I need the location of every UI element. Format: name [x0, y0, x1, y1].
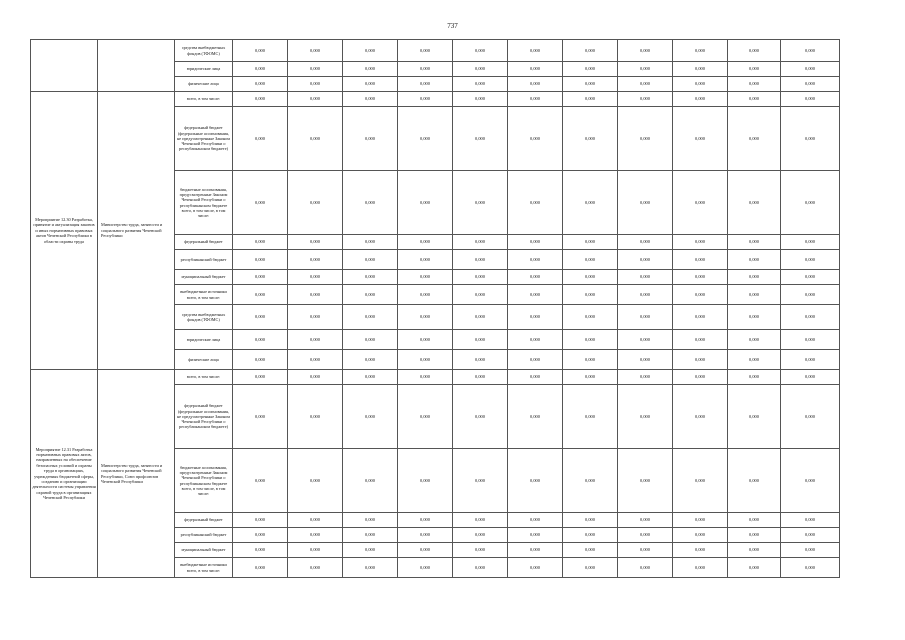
funding-source: республиканский бюджет — [175, 528, 233, 543]
value-cell: 0,000 — [288, 92, 343, 107]
value-cell: 0,000 — [343, 250, 398, 270]
funding-source: внебюджетные источники всего, в том числе: — [175, 285, 233, 305]
value-cell: 0,000 — [673, 171, 728, 235]
value-cell: 0,000 — [563, 330, 618, 350]
value-cell: 0,000 — [343, 285, 398, 305]
value-cell: 0,000 — [673, 330, 728, 350]
value-cell: 0,000 — [781, 350, 840, 370]
value-cell: 0,000 — [233, 270, 288, 285]
value-cell: 0,000 — [781, 528, 840, 543]
value-cell: 0,000 — [398, 171, 453, 235]
value-cell: 0,000 — [343, 449, 398, 513]
value-cell: 0,000 — [398, 235, 453, 250]
value-cell: 0,000 — [343, 305, 398, 330]
value-cell: 0,000 — [453, 449, 508, 513]
value-cell: 0,000 — [288, 543, 343, 558]
value-cell: 0,000 — [563, 385, 618, 449]
value-cell: 0,000 — [233, 370, 288, 385]
value-cell: 0,000 — [233, 305, 288, 330]
value-cell: 0,000 — [618, 528, 673, 543]
value-cell: 0,000 — [728, 350, 781, 370]
value-cell: 0,000 — [563, 350, 618, 370]
value-cell: 0,000 — [563, 107, 618, 171]
value-cell: 0,000 — [398, 543, 453, 558]
value-cell: 0,000 — [728, 40, 781, 62]
value-cell: 0,000 — [508, 235, 563, 250]
value-cell: 0,000 — [398, 77, 453, 92]
value-cell: 0,000 — [508, 270, 563, 285]
value-cell: 0,000 — [343, 40, 398, 62]
value-cell: 0,000 — [288, 513, 343, 528]
value-cell: 0,000 — [233, 543, 288, 558]
value-cell: 0,000 — [618, 350, 673, 370]
value-cell: 0,000 — [618, 40, 673, 62]
value-cell: 0,000 — [508, 543, 563, 558]
value-cell: 0,000 — [453, 330, 508, 350]
value-cell: 0,000 — [781, 305, 840, 330]
value-cell: 0,000 — [398, 558, 453, 578]
value-cell: 0,000 — [398, 305, 453, 330]
value-cell: 0,000 — [563, 77, 618, 92]
value-cell: 0,000 — [673, 92, 728, 107]
value-cell: 0,000 — [781, 62, 840, 77]
value-cell: 0,000 — [233, 62, 288, 77]
value-cell: 0,000 — [453, 250, 508, 270]
value-cell: 0,000 — [343, 558, 398, 578]
value-cell: 0,000 — [673, 513, 728, 528]
value-cell: 0,000 — [233, 77, 288, 92]
value-cell: 0,000 — [618, 543, 673, 558]
value-cell: 0,000 — [233, 558, 288, 578]
value-cell: 0,000 — [781, 285, 840, 305]
value-cell: 0,000 — [618, 513, 673, 528]
value-cell: 0,000 — [343, 543, 398, 558]
value-cell: 0,000 — [618, 62, 673, 77]
value-cell: 0,000 — [453, 528, 508, 543]
value-cell: 0,000 — [288, 558, 343, 578]
value-cell: 0,000 — [398, 528, 453, 543]
value-cell: 0,000 — [563, 449, 618, 513]
value-cell: 0,000 — [728, 62, 781, 77]
value-cell: 0,000 — [781, 77, 840, 92]
value-cell: 0,000 — [728, 543, 781, 558]
value-cell: 0,000 — [728, 250, 781, 270]
funding-source: федеральный бюджет — [175, 513, 233, 528]
value-cell: 0,000 — [781, 107, 840, 171]
measure-name: Мероприятие 12.30 Разработка, принятие и актуализация законов и иных нормативных правовых актов Чеченской Республики в области охраны труда — [31, 92, 98, 370]
value-cell: 0,000 — [673, 558, 728, 578]
value-cell: 0,000 — [233, 250, 288, 270]
funding-source: федеральный бюджет (федеральные ассигнования, не предусмотренные Законом Чеченской Республики о республиканском бюджете) — [175, 107, 233, 171]
value-cell: 0,000 — [288, 107, 343, 171]
value-cell: 0,000 — [453, 92, 508, 107]
value-cell: 0,000 — [453, 270, 508, 285]
value-cell: 0,000 — [781, 235, 840, 250]
value-cell: 0,000 — [563, 62, 618, 77]
value-cell: 0,000 — [673, 62, 728, 77]
funding-source: муниципальный бюджет — [175, 543, 233, 558]
funding-source: физические лица — [175, 77, 233, 92]
value-cell: 0,000 — [673, 350, 728, 370]
value-cell: 0,000 — [398, 92, 453, 107]
value-cell: 0,000 — [673, 285, 728, 305]
value-cell: 0,000 — [563, 250, 618, 270]
value-cell: 0,000 — [453, 305, 508, 330]
value-cell: 0,000 — [233, 449, 288, 513]
value-cell: 0,000 — [453, 285, 508, 305]
value-cell: 0,000 — [563, 513, 618, 528]
value-cell: 0,000 — [343, 330, 398, 350]
value-cell: 0,000 — [508, 62, 563, 77]
value-cell: 0,000 — [288, 305, 343, 330]
value-cell: 0,000 — [508, 330, 563, 350]
value-cell: 0,000 — [563, 528, 618, 543]
value-cell: 0,000 — [453, 370, 508, 385]
value-cell: 0,000 — [618, 77, 673, 92]
value-cell: 0,000 — [343, 370, 398, 385]
value-cell: 0,000 — [233, 235, 288, 250]
value-cell: 0,000 — [343, 77, 398, 92]
value-cell: 0,000 — [233, 330, 288, 350]
value-cell: 0,000 — [618, 250, 673, 270]
value-cell: 0,000 — [673, 305, 728, 330]
value-cell: 0,000 — [728, 171, 781, 235]
value-cell: 0,000 — [728, 330, 781, 350]
value-cell: 0,000 — [288, 77, 343, 92]
value-cell: 0,000 — [453, 558, 508, 578]
funding-source: средства внебюджетных фондов (ТФОМС) — [175, 40, 233, 62]
value-cell: 0,000 — [508, 350, 563, 370]
value-cell: 0,000 — [508, 449, 563, 513]
value-cell: 0,000 — [453, 107, 508, 171]
value-cell: 0,000 — [343, 528, 398, 543]
value-cell: 0,000 — [343, 350, 398, 370]
value-cell: 0,000 — [343, 92, 398, 107]
funding-source: федеральный бюджет — [175, 235, 233, 250]
funding-source: федеральный бюджет (федеральные ассигнования, не предусмотренные Законом Чеченской Республики о республиканском бюджете) — [175, 385, 233, 449]
measure-name — [31, 40, 98, 92]
funding-source: бюджетные ассигнования, предусмотренные Законом Чеченской Республики о республиканском бюджете всего, в том числе, в том числе: — [175, 171, 233, 235]
value-cell: 0,000 — [563, 92, 618, 107]
value-cell: 0,000 — [673, 40, 728, 62]
value-cell: 0,000 — [453, 513, 508, 528]
value-cell: 0,000 — [618, 449, 673, 513]
value-cell: 0,000 — [453, 62, 508, 77]
value-cell: 0,000 — [781, 250, 840, 270]
value-cell: 0,000 — [233, 528, 288, 543]
value-cell: 0,000 — [728, 285, 781, 305]
value-cell: 0,000 — [781, 385, 840, 449]
value-cell: 0,000 — [453, 350, 508, 370]
value-cell: 0,000 — [343, 107, 398, 171]
value-cell: 0,000 — [453, 235, 508, 250]
value-cell: 0,000 — [398, 107, 453, 171]
funding-source: юридические лица — [175, 62, 233, 77]
value-cell: 0,000 — [563, 285, 618, 305]
value-cell: 0,000 — [673, 543, 728, 558]
value-cell: 0,000 — [233, 92, 288, 107]
funding-source: юридические лица — [175, 330, 233, 350]
value-cell: 0,000 — [618, 285, 673, 305]
page-number: 737 — [447, 22, 458, 30]
value-cell: 0,000 — [728, 528, 781, 543]
value-cell: 0,000 — [781, 449, 840, 513]
value-cell: 0,000 — [728, 558, 781, 578]
value-cell: 0,000 — [398, 350, 453, 370]
value-cell: 0,000 — [233, 285, 288, 305]
table-row — [31, 370, 840, 385]
value-cell: 0,000 — [453, 543, 508, 558]
value-cell: 0,000 — [508, 285, 563, 305]
value-cell: 0,000 — [728, 305, 781, 330]
value-cell: 0,000 — [288, 270, 343, 285]
value-cell: 0,000 — [781, 543, 840, 558]
value-cell: 0,000 — [288, 370, 343, 385]
funding-source: республиканский бюджет — [175, 250, 233, 270]
value-cell: 0,000 — [343, 235, 398, 250]
value-cell: 0,000 — [398, 250, 453, 270]
value-cell: 0,000 — [233, 385, 288, 449]
value-cell: 0,000 — [618, 235, 673, 250]
executor-name: Министерство труда, занятости и социального развития Чеченской Республики — [98, 92, 175, 370]
value-cell: 0,000 — [508, 558, 563, 578]
funding-source: физические лица — [175, 350, 233, 370]
value-cell: 0,000 — [508, 305, 563, 330]
value-cell: 0,000 — [781, 558, 840, 578]
value-cell: 0,000 — [343, 270, 398, 285]
value-cell: 0,000 — [563, 543, 618, 558]
value-cell: 0,000 — [673, 250, 728, 270]
value-cell: 0,000 — [233, 513, 288, 528]
value-cell: 0,000 — [508, 107, 563, 171]
executor-name — [98, 40, 175, 92]
value-cell: 0,000 — [343, 385, 398, 449]
value-cell: 0,000 — [673, 77, 728, 92]
funding-source: муниципальный бюджет — [175, 270, 233, 285]
funding-source: всего, в том числе: — [175, 370, 233, 385]
value-cell: 0,000 — [728, 235, 781, 250]
value-cell: 0,000 — [508, 513, 563, 528]
budget-table — [30, 39, 840, 578]
value-cell: 0,000 — [563, 270, 618, 285]
value-cell: 0,000 — [728, 449, 781, 513]
value-cell: 0,000 — [673, 385, 728, 449]
value-cell: 0,000 — [288, 62, 343, 77]
value-cell: 0,000 — [563, 235, 618, 250]
value-cell: 0,000 — [563, 171, 618, 235]
funding-source: всего, в том числе: — [175, 92, 233, 107]
value-cell: 0,000 — [343, 62, 398, 77]
value-cell: 0,000 — [728, 370, 781, 385]
executor-name: Министерство труда, занятости и социального развития Чеченской Республики, Союз профсоюзов Чеченской Республики — [98, 370, 175, 578]
value-cell: 0,000 — [398, 449, 453, 513]
value-cell: 0,000 — [288, 235, 343, 250]
value-cell: 0,000 — [728, 92, 781, 107]
value-cell: 0,000 — [288, 250, 343, 270]
value-cell: 0,000 — [673, 270, 728, 285]
value-cell: 0,000 — [453, 77, 508, 92]
value-cell: 0,000 — [618, 305, 673, 330]
value-cell: 0,000 — [618, 270, 673, 285]
value-cell: 0,000 — [508, 528, 563, 543]
value-cell: 0,000 — [563, 370, 618, 385]
value-cell: 0,000 — [728, 270, 781, 285]
value-cell: 0,000 — [288, 350, 343, 370]
value-cell: 0,000 — [288, 285, 343, 305]
value-cell: 0,000 — [673, 528, 728, 543]
value-cell: 0,000 — [398, 40, 453, 62]
value-cell: 0,000 — [453, 171, 508, 235]
value-cell: 0,000 — [673, 370, 728, 385]
value-cell: 0,000 — [398, 62, 453, 77]
value-cell: 0,000 — [781, 270, 840, 285]
value-cell: 0,000 — [453, 40, 508, 62]
value-cell: 0,000 — [398, 285, 453, 305]
value-cell: 0,000 — [233, 40, 288, 62]
funding-source: бюджетные ассигнования, предусмотренные Законом Чеченской Республики о республиканском бюджете всего, в том числе, в том числе: — [175, 449, 233, 513]
value-cell: 0,000 — [288, 449, 343, 513]
funding-source: внебюджетные источники всего, в том числе: — [175, 558, 233, 578]
table-row — [31, 92, 840, 107]
value-cell: 0,000 — [673, 235, 728, 250]
value-cell: 0,000 — [728, 107, 781, 171]
value-cell: 0,000 — [288, 528, 343, 543]
value-cell: 0,000 — [398, 370, 453, 385]
value-cell: 0,000 — [288, 40, 343, 62]
value-cell: 0,000 — [673, 107, 728, 171]
value-cell: 0,000 — [508, 370, 563, 385]
value-cell: 0,000 — [618, 171, 673, 235]
value-cell: 0,000 — [563, 40, 618, 62]
value-cell: 0,000 — [563, 305, 618, 330]
value-cell: 0,000 — [398, 330, 453, 350]
value-cell: 0,000 — [508, 40, 563, 62]
funding-source: средства внебюджетных фондов (ТФОМС) — [175, 305, 233, 330]
value-cell: 0,000 — [673, 449, 728, 513]
value-cell: 0,000 — [343, 513, 398, 528]
value-cell: 0,000 — [728, 385, 781, 449]
value-cell: 0,000 — [398, 513, 453, 528]
value-cell: 0,000 — [618, 385, 673, 449]
value-cell: 0,000 — [398, 270, 453, 285]
value-cell: 0,000 — [781, 92, 840, 107]
value-cell: 0,000 — [343, 171, 398, 235]
value-cell: 0,000 — [728, 513, 781, 528]
value-cell: 0,000 — [618, 330, 673, 350]
value-cell: 0,000 — [233, 107, 288, 171]
value-cell: 0,000 — [233, 350, 288, 370]
value-cell: 0,000 — [233, 171, 288, 235]
value-cell: 0,000 — [508, 92, 563, 107]
value-cell: 0,000 — [508, 171, 563, 235]
value-cell: 0,000 — [288, 385, 343, 449]
value-cell: 0,000 — [781, 40, 840, 62]
value-cell: 0,000 — [618, 92, 673, 107]
value-cell: 0,000 — [781, 171, 840, 235]
value-cell: 0,000 — [288, 330, 343, 350]
value-cell: 0,000 — [618, 558, 673, 578]
value-cell: 0,000 — [781, 330, 840, 350]
value-cell: 0,000 — [453, 385, 508, 449]
value-cell: 0,000 — [398, 385, 453, 449]
value-cell: 0,000 — [288, 171, 343, 235]
table-row — [31, 40, 840, 62]
value-cell: 0,000 — [618, 370, 673, 385]
value-cell: 0,000 — [563, 558, 618, 578]
value-cell: 0,000 — [508, 77, 563, 92]
value-cell: 0,000 — [728, 77, 781, 92]
value-cell: 0,000 — [618, 107, 673, 171]
measure-name: Мероприятие 12.31 Разработка нормативных правовых актов, направленных на обеспечение безопасных условий и охраны труда в организациях, учреждениях бюджетной сферы, созданию и организации деятельности системы управления охраной труда в организациях Чеченской Республики — [31, 370, 98, 578]
value-cell: 0,000 — [508, 250, 563, 270]
value-cell: 0,000 — [781, 370, 840, 385]
value-cell: 0,000 — [508, 385, 563, 449]
value-cell: 0,000 — [781, 513, 840, 528]
